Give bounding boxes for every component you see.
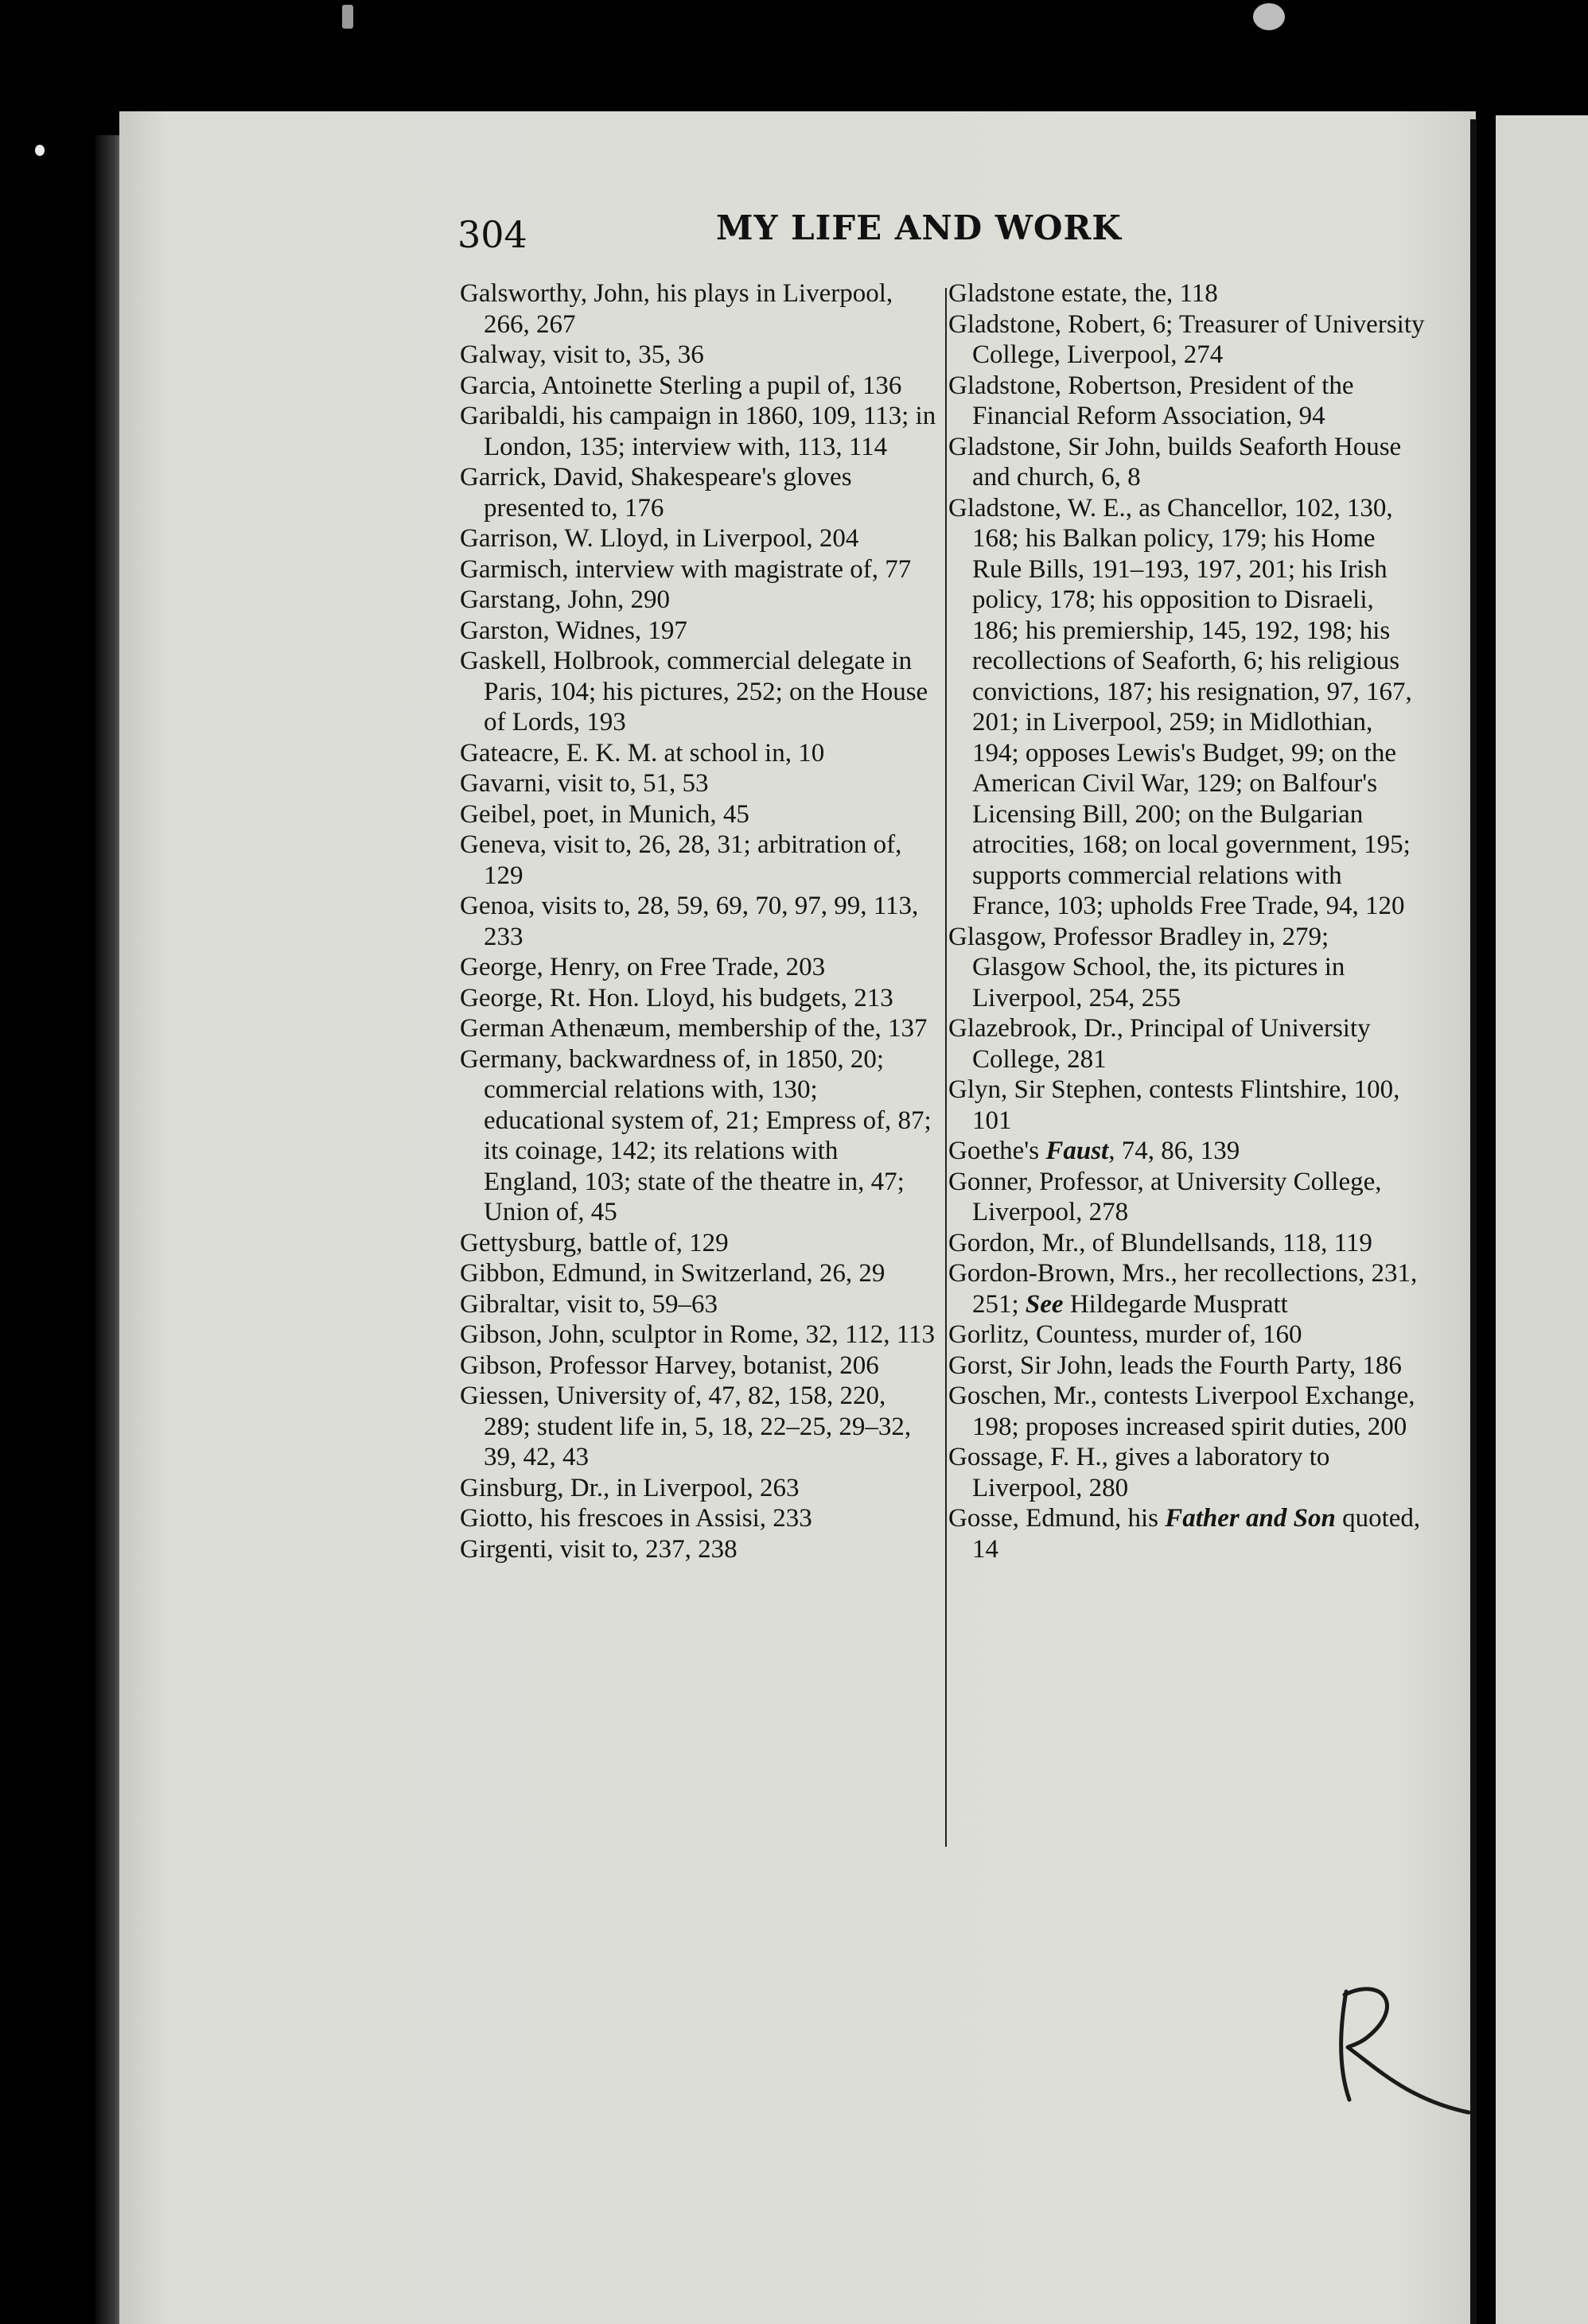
index-entry: Germany, backwardness of, in 1850, 20; commercial relations with, 130; educational system of, 21; Empress of, 87; its coinage, 142; its relations with England, 103; state of the theatre in, 47; Union of, 45 [460, 1044, 932, 1226]
index-entry-italic: Faust [1045, 1137, 1109, 1165]
index-entry: Galsworthy, John, his plays in Liverpool, 266, 267 [460, 279, 893, 339]
index-column-right [948, 278, 1426, 1564]
index-entry: Giotto, his frescoes in Assisi, 233 [460, 1504, 812, 1533]
index-entry: Gavarni, visit to, 51, 53 [460, 769, 709, 798]
index-entry: Garrick, David, Shakespeare's gloves presented to, 176 [460, 463, 852, 523]
index-entry: Giessen, University of, 47, 82, 158, 220, 289; student life in, 5, 18, 22–25, 29–32, 39, 42, 43 [460, 1382, 912, 1471]
index-entry: Geneva, visit to, 26, 28, 31; arbitration of, 129 [460, 830, 902, 890]
index-column-left [460, 278, 937, 1564]
index-entry: German Athenæum, membership of the, 137 [460, 1014, 928, 1043]
index-entry-text: Hildegarde Muspratt [1063, 1289, 1288, 1319]
dust-speck [35, 145, 45, 156]
index-entry: Gibson, Professor Harvey, botanist, 206 [460, 1350, 879, 1380]
index-entry: Garmisch, interview with magistrate of, 77 [460, 554, 912, 584]
page-header [457, 208, 1253, 269]
index-entry: Gettysburg, battle of, 129 [460, 1228, 729, 1257]
index-entry [948, 1136, 1426, 1167]
index-entry: Galway, visit to, 35, 36 [460, 340, 704, 369]
index-entry: Geibel, poet, in Munich, 45 [460, 799, 749, 829]
index-entry: Gorst, Sir John, leads the Fourth Party, 186 [948, 1350, 1402, 1380]
index-entry-italic: See [1025, 1289, 1064, 1319]
index-entry: Gibraltar, visit to, 59–63 [460, 1289, 718, 1319]
dust-speck [1253, 3, 1285, 30]
index-entry: Glasgow, Professor Bradley in, 279; Glasgow School, the, its pictures in Liverpool, 254, 255 [948, 922, 1345, 1012]
index-entry: Garstang, John, 290 [460, 585, 670, 614]
column-divider [945, 288, 947, 1847]
index-entry: Garibaldi, his campaign in 1860, 109, 113; in London, 135; interview with, 113, 114 [460, 402, 936, 461]
index-entry: Glyn, Sir Stephen, contests Flintshire, 100, 101 [948, 1075, 1400, 1135]
index-entry: Genoa, visits to, 28, 59, 69, 70, 97, 99, 113, 233 [460, 892, 919, 951]
index-entry [948, 1258, 1426, 1319]
adjacent-page-edge [1496, 115, 1588, 2324]
index-entry: George, Henry, on Free Trade, 203 [460, 953, 826, 981]
index-entry-text: Gordon-Brown, Mrs., her recollections, 231, 251; [948, 1259, 1418, 1319]
index-entry: Gonner, Professor, at University College, Liverpool, 278 [948, 1167, 1382, 1226]
handwritten-r-mark [1329, 1980, 1472, 2116]
index-entry-text: , 74, 86, 139 [1108, 1137, 1240, 1165]
index-entry: Gibson, John, sculptor in Rome, 32, 112, 113 [460, 1320, 936, 1349]
index-entry: Gladstone estate, the, 118 [948, 279, 1218, 308]
index-entry: Gordon, Mr., of Blundellsands, 118, 119 [948, 1228, 1372, 1257]
index-entry-italic: Father and Son [1165, 1504, 1336, 1533]
index-entry [948, 1503, 1426, 1564]
index-entry: Gladstone, Sir John, builds Seaforth House and church, 6, 8 [948, 432, 1402, 492]
index-entry: Gossage, F. H., gives a laboratory to Liverpool, 280 [948, 1443, 1330, 1502]
index-entry: Gladstone, Robertson, President of the Financial Reform Association, 94 [948, 371, 1354, 430]
page-number: 304 [457, 213, 527, 256]
index-entry: George, Rt. Hon. Lloyd, his budgets, 213 [460, 983, 893, 1012]
index-entry: Gibbon, Edmund, in Switzerland, 26, 29 [460, 1259, 885, 1288]
index-entry: Gorlitz, Countess, murder of, 160 [948, 1320, 1302, 1349]
index-entry: Gladstone, W. E., as Chancellor, 102, 130, 168; his Balkan policy, 179; his Home Rule Bills, 191–193, 197, 201; his Irish policy, 178; his opposition to Disraeli, 186; his premiership, 145, 192, 198; his recollections of Seaforth, 6; his religious convictions, 187; his resignation, 97, 167, 201; in Liverpool, 259; in Midlothian, 194; opposes Lewis's Budget, 99; on the American Civil War, 129; on Balfour's Licensing Bill, 200; on the Bulgarian atrocities, 168; on local government, 195; supports commercial relations with France, 103; upholds Free Trade, 94, 120 [948, 493, 1412, 920]
index-entry: Girgenti, visit to, 237, 238 [460, 1534, 738, 1564]
index-entry: Gateacre, E. K. M. at school in, 10 [460, 738, 825, 768]
index-entry: Gladstone, Robert, 6; Treasurer of University College, Liverpool, 274 [948, 309, 1425, 369]
index-entry: Gaskell, Holbrook, commercial delegate in Paris, 104; his pictures, 252; on the House of Lords, 193 [460, 647, 928, 736]
index-entry-text: Gosse, Edmund, his [948, 1504, 1166, 1533]
index-entry: Goschen, Mr., contests Liverpool Exchange, 198; proposes increased spirit duties, 200 [948, 1382, 1415, 1441]
running-head: MY LIFE AND WORK [716, 208, 1122, 247]
index-entry: Ginsburg, Dr., in Liverpool, 263 [460, 1473, 800, 1502]
index-entry: Garcia, Antoinette Sterling a pupil of, 136 [460, 371, 902, 400]
index-entry: Garston, Widnes, 197 [460, 616, 687, 645]
index-entry: Garrison, W. Lloyd, in Liverpool, 204 [460, 524, 859, 553]
index-entry-text: Goethe's [948, 1137, 1046, 1165]
index-entry-text: quoted, 14 [972, 1504, 1421, 1564]
dust-speck [342, 5, 353, 29]
index-entry: Glazebrook, Dr., Principal of University College, 281 [948, 1014, 1371, 1074]
